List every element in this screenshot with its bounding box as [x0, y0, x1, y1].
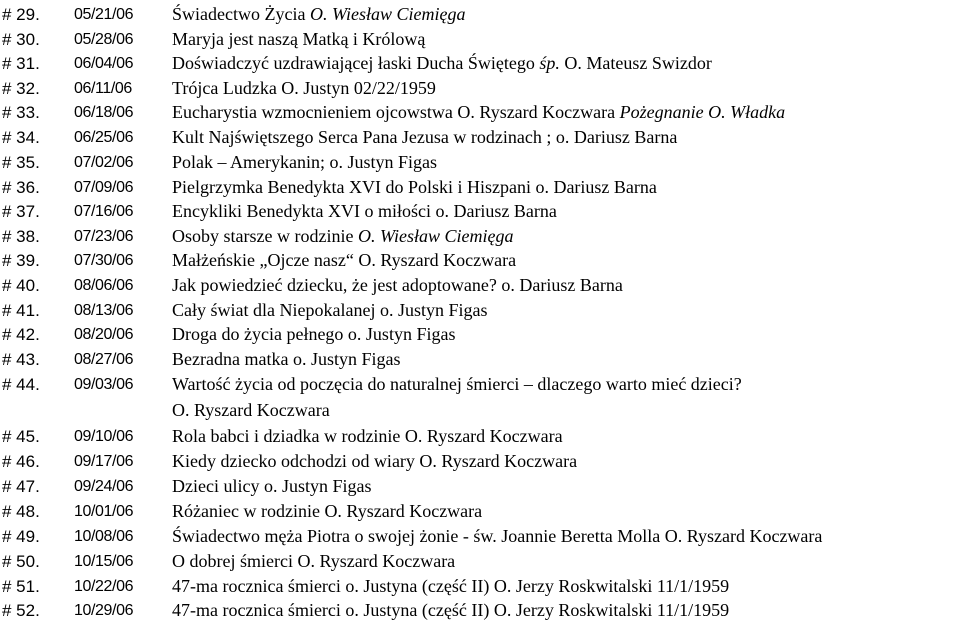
entry-title	[172, 125, 677, 150]
entry-number: # 38.	[2, 227, 40, 246]
entry-date: 10/22/06	[74, 578, 134, 595]
entry-date: 05/28/06	[74, 31, 134, 48]
entry-number: # 32.	[2, 79, 40, 98]
entry-title-part: Maryja jest naszą Matką i Królową	[172, 29, 426, 49]
entry-number: # 31.	[2, 54, 40, 73]
entry-title-part: Kult Najświętszego Serca Pana Jezusa w rodzinach ; o. Dariusz Barna	[172, 127, 678, 147]
entry-date: 09/03/06	[74, 376, 134, 393]
entry-number: # 50.	[2, 552, 40, 571]
entry-number: # 34.	[2, 128, 40, 147]
entry-date: 06/11/06	[74, 80, 132, 97]
entry-number: # 52.	[2, 601, 40, 620]
entry-title-part: Świadectwo Życia	[172, 4, 310, 24]
entry-title	[172, 76, 436, 101]
entry-number: # 39.	[2, 251, 40, 270]
entry-title-part: Droga do życia pełnego o. Justyn Figas	[172, 324, 456, 344]
entry-date: 06/25/06	[74, 129, 134, 146]
entry-date: 07/16/06	[74, 203, 134, 220]
entry-title	[172, 524, 822, 549]
entry-number: # 46.	[2, 452, 40, 471]
entry-title-italic-part: O. Wiesław Ciemięga	[309, 4, 466, 24]
entry-title	[172, 298, 487, 323]
entry-title-part: Kiedy dziecko odchodzi od wiary O. Ryszard Koczwara	[172, 451, 578, 471]
entry-date: 10/15/06	[74, 553, 134, 570]
entry-number: # 48.	[2, 502, 40, 521]
entry-title-part: Małżeńskie „Ojcze nasz“ O. Ryszard Koczwara	[172, 250, 517, 270]
entry-title-part: Osoby starsze w rodzinie	[172, 226, 358, 246]
entry-title-part: O. Ryszard Koczwara	[172, 400, 330, 420]
entry-date: 08/13/06	[74, 302, 134, 319]
entry-number: # 47.	[2, 477, 40, 496]
entry-title-part: Polak – Amerykanin; o. Justyn Figas	[172, 152, 437, 172]
entry-number: # 33.	[2, 103, 40, 122]
entry-title-part: Dzieci ulicy o. Justyn Figas	[172, 476, 372, 496]
entry-title-part: Cały świat dla Niepokalanej o. Justyn Figas	[172, 300, 488, 320]
entry-date: 07/30/06	[74, 252, 134, 269]
entry-number: # 43.	[2, 350, 40, 369]
entry-number: # 36.	[2, 178, 40, 197]
entry-date: 07/23/06	[74, 228, 134, 245]
entry-title-part: Pielgrzymka Benedykta XVI do Polski i Hiszpani o. Dariusz Barna	[172, 177, 657, 197]
entry-title	[172, 449, 577, 474]
entry-title	[172, 372, 742, 397]
entry-title	[172, 27, 425, 52]
entry-number: # 35.	[2, 153, 40, 172]
entry-date: 07/02/06	[74, 154, 134, 171]
entry-title-part: Doświadczyć uzdrawiającej łaski Ducha Świętego	[172, 53, 540, 73]
entry-title	[172, 574, 729, 599]
entry-date: 08/27/06	[74, 351, 134, 368]
entry-title	[172, 499, 482, 524]
entry-title	[172, 100, 785, 125]
entry-title-part: Różaniec w rodzinie O. Ryszard Koczwara	[172, 501, 483, 521]
entry-title-part: 47-ma rocznica śmierci o. Justyna (część II) O. Jerzy Roskwitalski 11/1/1959	[172, 576, 730, 596]
entry-number: # 41.	[2, 301, 40, 320]
entry-date: 07/09/06	[74, 179, 134, 196]
entry-title	[172, 598, 729, 623]
entry-title-part: Eucharystia wzmocnieniem ojcowstwa O. Ryszard Koczwara	[172, 102, 620, 122]
entry-number: # 29.	[2, 5, 40, 24]
entry-number: # 42.	[2, 325, 40, 344]
entry-title	[172, 175, 657, 200]
entry-title	[172, 150, 437, 175]
entry-title	[172, 322, 455, 347]
entry-number: # 40.	[2, 276, 40, 295]
entry-date: 08/06/06	[74, 277, 134, 294]
entry-date: 10/01/06	[74, 503, 134, 520]
entry-title-part: Jak powiedzieć dziecku, że jest adoptowane? o. Dariusz Barna	[172, 275, 623, 295]
entry-title-part: Trójca Ludzka O. Justyn 02/22/1959	[172, 78, 436, 98]
entry-title	[172, 2, 465, 27]
entry-date: 08/20/06	[74, 326, 134, 343]
entry-title	[172, 398, 330, 423]
entry-title	[172, 248, 516, 273]
entry-number: # 44.	[2, 375, 40, 394]
entry-date: 05/21/06	[74, 6, 134, 23]
entry-title-italic-part: śp.	[539, 53, 560, 73]
entry-title	[172, 199, 557, 224]
entry-date: 10/29/06	[74, 602, 134, 619]
entry-date: 06/18/06	[74, 104, 134, 121]
entry-title-part: Encykliki Benedykta XVI o miłości o. Dariusz Barna	[172, 201, 557, 221]
entry-title-part: O. Mateusz Swizdor	[559, 53, 712, 73]
entry-title-part: 47-ma rocznica śmierci o. Justyna (część II) O. Jerzy Roskwitalski 11/1/1959	[172, 600, 730, 620]
entry-title	[172, 424, 563, 449]
entry-title-part: Rola babci i dziadka w rodzinie O. Ryszard Koczwara	[172, 426, 563, 446]
entry-number: # 51.	[2, 577, 40, 596]
entry-title	[172, 51, 712, 76]
entry-date: 06/04/06	[74, 55, 134, 72]
entry-date: 09/24/06	[74, 478, 134, 495]
entry-title-part: Wartość życia od poczęcia do naturalnej śmierci – dlaczego warto mieć dzieci?	[172, 374, 742, 394]
entry-title-part: O dobrej śmierci O. Ryszard Koczwara	[172, 551, 456, 571]
entry-title	[172, 347, 400, 372]
entry-title	[172, 224, 513, 249]
entry-title-part: Bezradna matka o. Justyn Figas	[172, 349, 401, 369]
entry-number: # 49.	[2, 527, 40, 546]
entry-title	[172, 549, 455, 574]
entry-date: 09/17/06	[74, 453, 134, 470]
entry-title	[172, 474, 371, 499]
entry-date: 10/08/06	[74, 528, 134, 545]
entry-title-italic-part: Pożegnanie O. Władka	[619, 102, 786, 122]
entry-title-italic-part: O. Wiesław Ciemięga	[357, 226, 514, 246]
entry-number: # 45.	[2, 427, 40, 446]
entry-date: 09/10/06	[74, 428, 134, 445]
entry-title	[172, 273, 623, 298]
entry-title-part: Świadectwo męża Piotra o swojej żonie - św. Joannie Beretta Molla O. Ryszard Koczwara	[172, 526, 823, 546]
entry-number: # 30.	[2, 30, 40, 49]
entry-number: # 37.	[2, 202, 40, 221]
